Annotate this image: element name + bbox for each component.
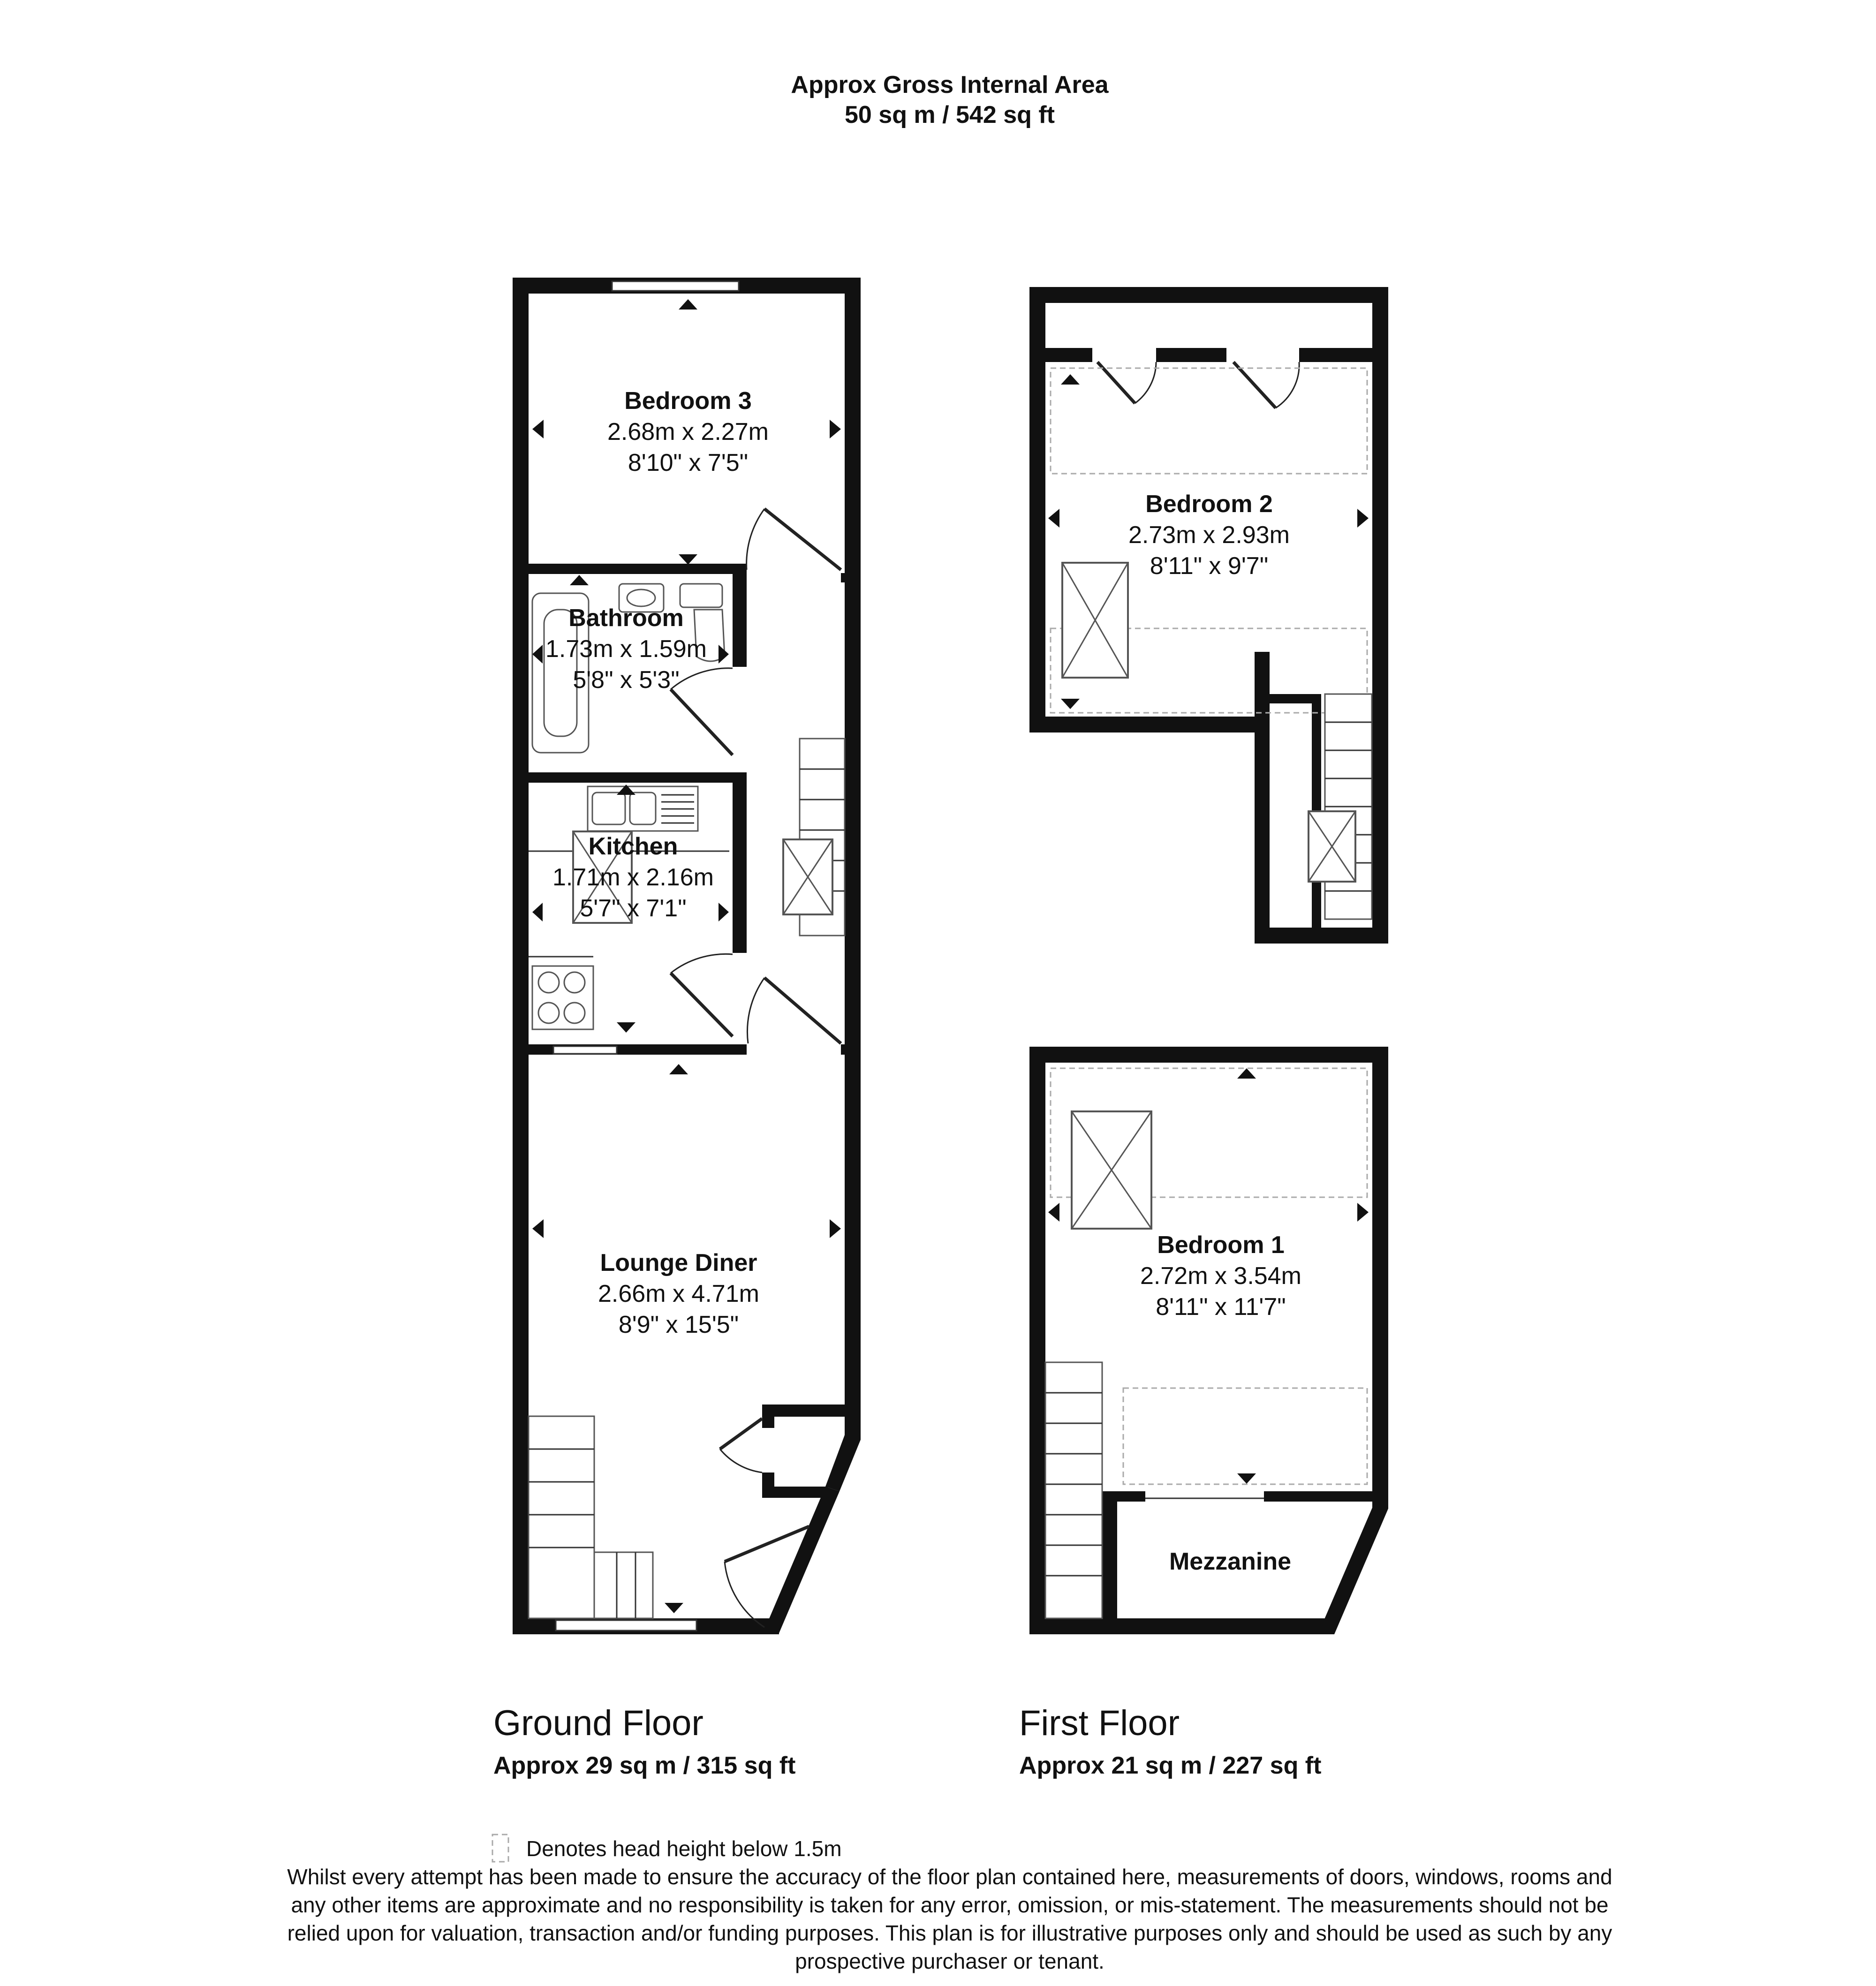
dimension-arrow	[1237, 1068, 1256, 1079]
dimension-arrow	[1061, 374, 1080, 385]
wall	[1029, 1618, 1334, 1634]
dimension-arrow	[1357, 1203, 1369, 1222]
door-swing	[671, 954, 733, 973]
ground-floor-plan	[513, 278, 861, 1634]
room-imperial-bathroom: 5'8" x 5'3"	[573, 666, 680, 694]
wall	[1029, 1047, 1045, 1634]
room-metric-bedroom3: 2.68m x 2.27m	[607, 418, 769, 446]
room-name-bathroom: Bathroom	[568, 604, 684, 632]
room-metric-lounge-diner: 2.66m x 4.71m	[598, 1280, 759, 1307]
stairs	[1045, 1362, 1102, 1618]
room-imperial-lounge-diner: 8'9" x 15'5"	[618, 1311, 739, 1338]
gross-area-title: Approx Gross Internal Area	[791, 71, 1109, 98]
wall	[1029, 287, 1045, 732]
gross-area-value: 50 sq m / 542 sq ft	[845, 101, 1055, 128]
door-swing	[747, 509, 764, 570]
ground-floor-title: Ground Floor	[493, 1703, 704, 1743]
door-swing	[671, 668, 733, 689]
sink-bowl	[592, 793, 625, 824]
disclaimer-line: any other items are approximate and no responsibility is taken for any error, omission, or mis-statement. The measurements should not be	[291, 1893, 1609, 1917]
wall	[1156, 348, 1226, 362]
legend-swatch	[492, 1835, 508, 1862]
legend-text: Denotes head height below 1.5m	[526, 1836, 842, 1861]
disclaimer-line: prospective purchaser or tenant.	[795, 1949, 1104, 1973]
wall	[764, 1487, 840, 1634]
first-floor-title: First Floor	[1019, 1703, 1180, 1743]
basin-bowl	[627, 589, 655, 606]
dimension-arrow	[532, 420, 544, 438]
dimension-arrow	[570, 575, 589, 585]
first-floor-upper-plan	[1029, 287, 1388, 944]
wall	[1102, 1491, 1117, 1618]
wall	[1029, 287, 1388, 303]
door-swing	[1276, 362, 1299, 408]
disclaimer-line: relied upon for valuation, transaction and/or funding purposes. This plan is for illustrative purposes only and should be used as such by any	[287, 1921, 1612, 1945]
window	[553, 1046, 617, 1054]
room-imperial-bedroom3: 8'10" x 7'5"	[628, 449, 749, 476]
wall	[1264, 1491, 1372, 1502]
door-swing	[725, 1562, 764, 1627]
wall	[1372, 287, 1388, 944]
wall	[762, 1487, 828, 1498]
wardrobe-door	[1233, 362, 1276, 408]
stairs	[594, 1552, 653, 1618]
wall	[529, 564, 747, 574]
wall	[762, 1405, 774, 1428]
door	[671, 689, 733, 755]
sink-bowl	[630, 793, 656, 824]
wall	[529, 772, 747, 783]
dimension-arrow	[1237, 1473, 1256, 1484]
wall	[841, 1044, 847, 1055]
wall	[733, 564, 747, 667]
wall	[1255, 652, 1270, 944]
room-imperial-bedroom2: 8'11" x 9'7"	[1150, 552, 1269, 580]
room-name-bedroom1: Bedroom 1	[1157, 1231, 1285, 1259]
hob-ring	[564, 972, 585, 993]
dimension-arrow	[532, 903, 543, 921]
room-metric-bedroom2: 2.73m x 2.93m	[1128, 521, 1290, 549]
dimension-arrow	[617, 1022, 635, 1033]
dimension-arrow	[1048, 509, 1059, 528]
window	[612, 281, 739, 291]
dimension-arrow	[665, 1603, 683, 1613]
room-name-bedroom3: Bedroom 3	[624, 387, 752, 415]
room-metric-bedroom1: 2.72m x 3.54m	[1140, 1262, 1301, 1290]
hob-ring	[564, 1003, 585, 1023]
wall	[841, 573, 847, 582]
room-imperial-bedroom1: 8'11" x 11'7"	[1156, 1293, 1286, 1321]
wall	[1117, 1491, 1145, 1502]
door	[764, 978, 841, 1043]
room-name-kitchen: Kitchen	[588, 833, 678, 860]
wall	[1318, 1496, 1388, 1634]
hob-ring	[538, 972, 559, 993]
dimension-arrow	[1357, 509, 1369, 528]
room-name-lounge-diner: Lounge Diner	[600, 1249, 757, 1276]
wall	[513, 278, 529, 1634]
dimension-arrow	[679, 299, 697, 310]
dimension-arrow	[719, 903, 729, 921]
wall	[1372, 1047, 1388, 1509]
room-metric-kitchen: 1.71m x 2.16m	[552, 864, 714, 891]
wall	[1029, 1047, 1388, 1063]
dimension-arrow	[679, 554, 697, 565]
room-imperial-kitchen: 5'7" x 7'1"	[580, 895, 687, 922]
door	[764, 509, 841, 570]
room-name-bedroom2: Bedroom 2	[1145, 491, 1273, 518]
window	[556, 1620, 696, 1631]
low-head-height-zone	[1123, 1388, 1367, 1484]
dimension-arrow	[830, 1219, 841, 1238]
wall	[1255, 928, 1388, 944]
wall	[1045, 348, 1092, 362]
stairs	[529, 1416, 594, 1618]
dimension-arrow	[669, 1064, 688, 1074]
door	[720, 1419, 762, 1449]
room-name-mezzanine: Mezzanine	[1169, 1548, 1292, 1575]
hob-ring	[538, 1003, 559, 1023]
wall	[762, 1405, 845, 1417]
first-floor-lower-plan	[1029, 1047, 1388, 1634]
dimension-arrow	[1048, 1203, 1059, 1222]
disclaimer-line: Whilst every attempt has been made to ensure the accuracy of the floor plan contained here, measurements of doors, windows, rooms and	[287, 1865, 1612, 1889]
first-floor-area: Approx 21 sq m / 227 sq ft	[1019, 1752, 1322, 1779]
room-metric-bathroom: 1.73m x 1.59m	[545, 635, 707, 663]
dimension-arrow	[1061, 699, 1080, 709]
wall	[733, 772, 747, 953]
wall	[1029, 717, 1255, 732]
wall	[1299, 348, 1372, 362]
low-head-height-zone	[1051, 368, 1367, 474]
door-swing	[720, 1449, 762, 1473]
dimension-arrow	[830, 420, 841, 438]
door	[671, 973, 733, 1036]
door-swing	[747, 978, 764, 1043]
dimension-arrow	[532, 1219, 544, 1238]
toilet-cistern	[680, 584, 722, 607]
ground-floor-area: Approx 29 sq m / 315 sq ft	[493, 1752, 796, 1779]
